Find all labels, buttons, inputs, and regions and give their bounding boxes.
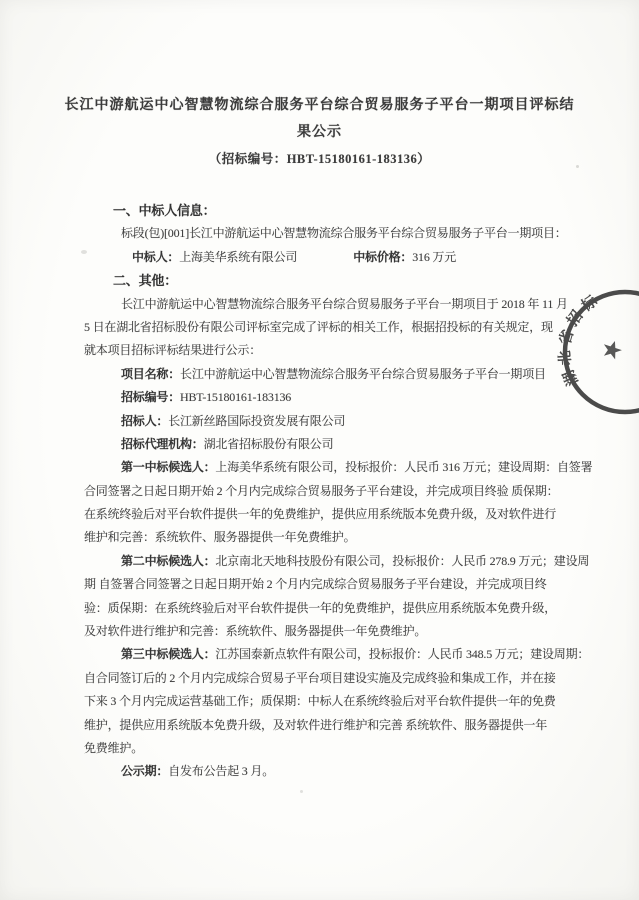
agency-value: 湖北省招标股份有限公司 <box>203 436 334 451</box>
scan-speck <box>300 790 303 793</box>
tender-code-label: 招标编号： <box>121 390 181 405</box>
publicity-label: 公示期： <box>121 764 169 779</box>
candidate3-line-2: 自合同签订后的 2 个月内完成综合贸易子平台项目建设实施及完成终验和集成工作，并在接 <box>84 670 556 685</box>
official-seal <box>500 262 639 462</box>
seal-arc-text: 湖北省招标 <box>557 291 604 388</box>
candidate2-line-1 <box>84 550 590 573</box>
document-title <box>0 92 639 167</box>
candidate1-text-1: 上海美华系统有限公司，投标报价：人民币 316 万元；建设周期：自签署 <box>215 460 593 475</box>
publicity-period-line <box>84 760 584 783</box>
winner-name: 上海美华系统有限公司 <box>179 249 298 264</box>
candidate1-label: 第一中标候选人： <box>121 460 216 475</box>
project-name-value: 长江中游航运中心智慧物流综合服务平台综合贸易服务子平台一期项目 <box>180 366 546 381</box>
winner-label: 中标人： <box>132 249 180 264</box>
tenderer-label: 招标人： <box>121 413 169 428</box>
candidate2-line-4: 及对软件进行维护和完善：系统软件、服务器提供一年免费维护。 <box>84 624 427 639</box>
scan-speck <box>81 250 87 254</box>
candidate3-line-3: 下来 3 个月内完成运营基础工作；质保期：中标人在系统终验后对平台软件提供一年的免费 <box>84 694 556 709</box>
candidate3-line-4: 维护，提供应用系统版本免费升级，及对软件进行维护和完善 系统软件、服务器提供一年 <box>84 717 548 732</box>
intro-line-3: 就本项目招标评标结果进行公示： <box>84 343 262 358</box>
intro-line-2: 5 日在湖北省招标股份有限公司评标室完成了评标的相关工作，根据招投标的有关规定，现 <box>84 319 553 334</box>
candidate3-label: 第三中标候选人： <box>121 647 216 662</box>
tenderer-value: 长江新丝路国际投资发展有限公司 <box>168 413 346 428</box>
scan-speck <box>576 165 579 168</box>
tender-number-line: （招标编号：HBT-15180161-183136） <box>208 152 431 166</box>
price-label: 中标价格： <box>353 249 413 264</box>
lot-line: 标段(包)[001]长江中游航运中心智慧物流综合服务平台综合贸易服务子平台一期项目： <box>121 226 567 241</box>
candidate1-line-2: 合同签署之日起日期开始 2 个月内完成综合贸易服务子平台建设，并完成项目终验 质保期： <box>84 483 559 498</box>
candidate1-line-3: 在系统终验后对平台软件提供一年的免费维护，提供应用系统版本免费升级，及对软件进行 <box>84 507 557 522</box>
candidate3-text-1: 江苏国泰新点软件有限公司，投标报价：人民币 348.5 万元；建设周期： <box>215 647 590 662</box>
candidate3-line-1 <box>84 643 590 666</box>
agency-label: 招标代理机构： <box>121 436 204 451</box>
candidate1-line-4: 维护和完善：系统软件、服务器提供一年免费维护。 <box>84 530 356 545</box>
tender-code-value: HBT-15180161-183136 <box>180 390 292 405</box>
candidate2-line-3: 验：质保期：在系统终验后对平台软件提供一年的免费维护，提供应用系统版本免费升级， <box>84 600 557 615</box>
section2-heading: 二、其他： <box>113 273 178 289</box>
candidate2-text-1: 北京南北天地科技股份有限公司，投标报价：人民币 278.9 万元；建设周 <box>215 553 590 568</box>
price-value: 316 万元 <box>412 249 457 264</box>
candidate2-label: 第二中标候选人： <box>121 553 216 568</box>
publicity-value: 自发布公告起 3 月。 <box>168 764 275 779</box>
section1-heading: 一、中标人信息： <box>113 203 216 218</box>
seal-star-icon <box>601 338 624 360</box>
candidate3-line-5: 免费维护。 <box>84 740 144 755</box>
project-name-label: 项目名称： <box>121 366 181 381</box>
title-line-2: 果公示 <box>297 125 342 140</box>
candidate2-line-2: 期 自签署合同签署之日起日期开始 2 个月内完成综合贸易服务子平台建设，并完成项目终 <box>84 577 547 592</box>
title-line-1: 长江中游航运中心智慧物流综合服务平台综合贸易服务子平台一期项目评标结 <box>64 98 575 113</box>
intro-line-1: 长江中游航运中心智慧物流综合服务平台综合贸易服务子平台一期项目于 2018 年 11 月 <box>121 296 568 311</box>
